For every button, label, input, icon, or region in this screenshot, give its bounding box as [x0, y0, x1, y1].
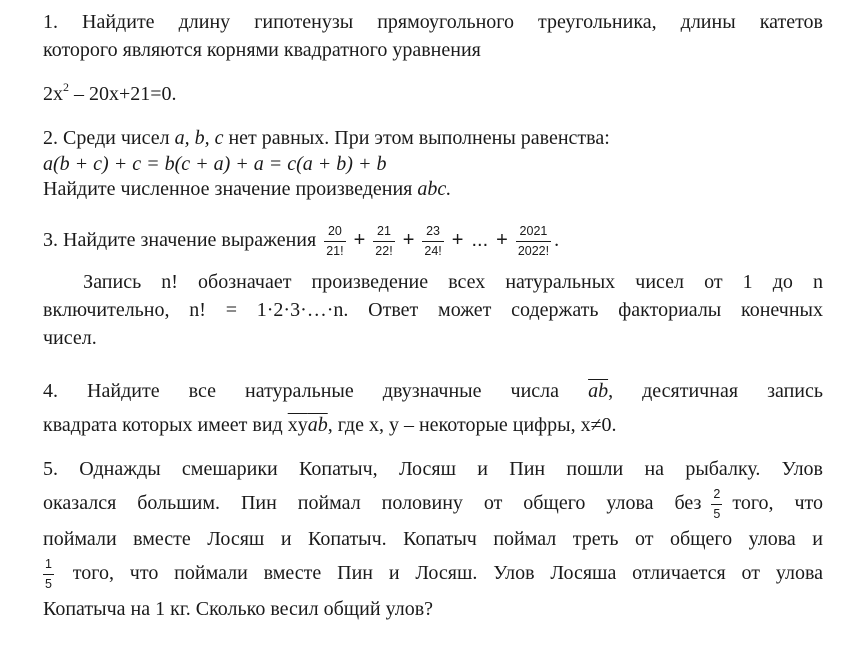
plus-sign: + [353, 229, 366, 251]
fraction-denominator: 5 [711, 504, 722, 522]
text-part: нет равных. При этом выполнены равенства: [223, 127, 610, 149]
fraction-term [373, 224, 394, 259]
problem-4-line-2 [43, 408, 823, 442]
exponent: 2 [63, 80, 69, 94]
text-part: того, что поймали вместе Пин и Лосяш. Улов Лосяша отличается от улова [56, 561, 823, 584]
note-line-1: Запись n! обозначает произведение всех натуральных чисел от 1 до n [43, 271, 823, 293]
text-part: того, что [732, 492, 823, 514]
text-part: 2. Среди чисел [43, 127, 175, 149]
problem-5 [43, 452, 823, 626]
problem-5-line-3: поймали вместе Лосяш и Копатыч. Копатыч поймал треть от общего улова и [43, 527, 823, 550]
problem-1-line-1: 1. Найдите длину гипотенузы прямоугольного треугольника, длины катетов [43, 11, 823, 33]
problem-3-label: 3. Найдите значение выражения [43, 229, 317, 251]
text-part: оказался большим. Пин поймал половину от общего улова без [43, 492, 702, 514]
document-page [43, 8, 823, 626]
fraction-numerator: 21 [377, 223, 391, 238]
equation-part: 2x [43, 83, 63, 105]
problem-4-line-1 [43, 374, 823, 408]
fraction-term [422, 224, 443, 259]
fraction [43, 557, 54, 592]
fraction-numerator: 20 [327, 223, 342, 238]
fraction-term [516, 224, 551, 259]
ellipsis: ... [471, 229, 489, 251]
plus-sign: + [402, 229, 415, 251]
text-part: квадрата которых имеет вид [43, 414, 288, 436]
equation-part: – 20x+21=0. [69, 83, 177, 105]
problem-5-line-5: Копатыча на 1 кг. Сколько весил общий улов? [43, 597, 434, 620]
problem-2 [43, 124, 823, 202]
note-line-3: чисел. [43, 327, 97, 349]
problem-5-line-2 [43, 486, 823, 522]
fraction-term [324, 224, 345, 259]
fraction-numerator: 23 [426, 223, 441, 238]
text-part: 4. Найдите все натуральные двузначные числа [43, 380, 589, 402]
note-line-2: включительно, n! = 1·2·3·…·n. Ответ может содержать факториалы конечных [43, 299, 823, 321]
text-part: Найдите численное значение произведения [43, 178, 418, 200]
problem-3-expression [43, 220, 823, 260]
problem-5-line-4 [43, 556, 823, 592]
number-xyab [288, 414, 328, 436]
fraction-denominator: 24! [422, 241, 443, 259]
number-ab: $\overline{ab}$ [588, 380, 609, 402]
digits-ab: ab [307, 414, 328, 436]
text-part: , где x, y – некоторые цифры, x≠0. [327, 414, 617, 436]
problem-5-line-1: 5. Однажды смешарики Копатыч, Лосяш и Пин пошли на рыбалку. Улов [43, 458, 823, 480]
fraction-denominator: 21! [324, 241, 345, 259]
problem-2-intro [43, 124, 823, 152]
product-variable: abc. [417, 178, 452, 200]
problem-3-note [43, 268, 823, 352]
problem-1-line-2: которого являются корнями квадратного уравнения [43, 39, 481, 61]
problem-2-question [43, 177, 823, 202]
fraction-numerator: 1 [45, 556, 52, 571]
problem-4 [43, 374, 823, 442]
problem-1 [43, 8, 823, 108]
fraction-numerator: 2021 [519, 223, 548, 238]
problem-2-equation: a(b + c) + c = b(c + a) + a = c(a + b) + b [43, 153, 387, 175]
plus-sign: + [451, 229, 464, 251]
problem-1-equation [43, 80, 823, 108]
fraction-denominator: 22! [373, 241, 394, 259]
period: . [554, 229, 560, 251]
fraction-numerator: 2 [713, 486, 721, 501]
problem-3 [43, 220, 823, 352]
plus-sign: + [496, 229, 508, 251]
fraction [711, 487, 722, 522]
fraction-denominator: 5 [43, 574, 54, 592]
digits-xy: xy [287, 414, 308, 436]
text-part: , десятичная запись [608, 380, 823, 402]
fraction-denominator: 2022! [516, 241, 551, 259]
variables: a, b, c [174, 127, 224, 149]
